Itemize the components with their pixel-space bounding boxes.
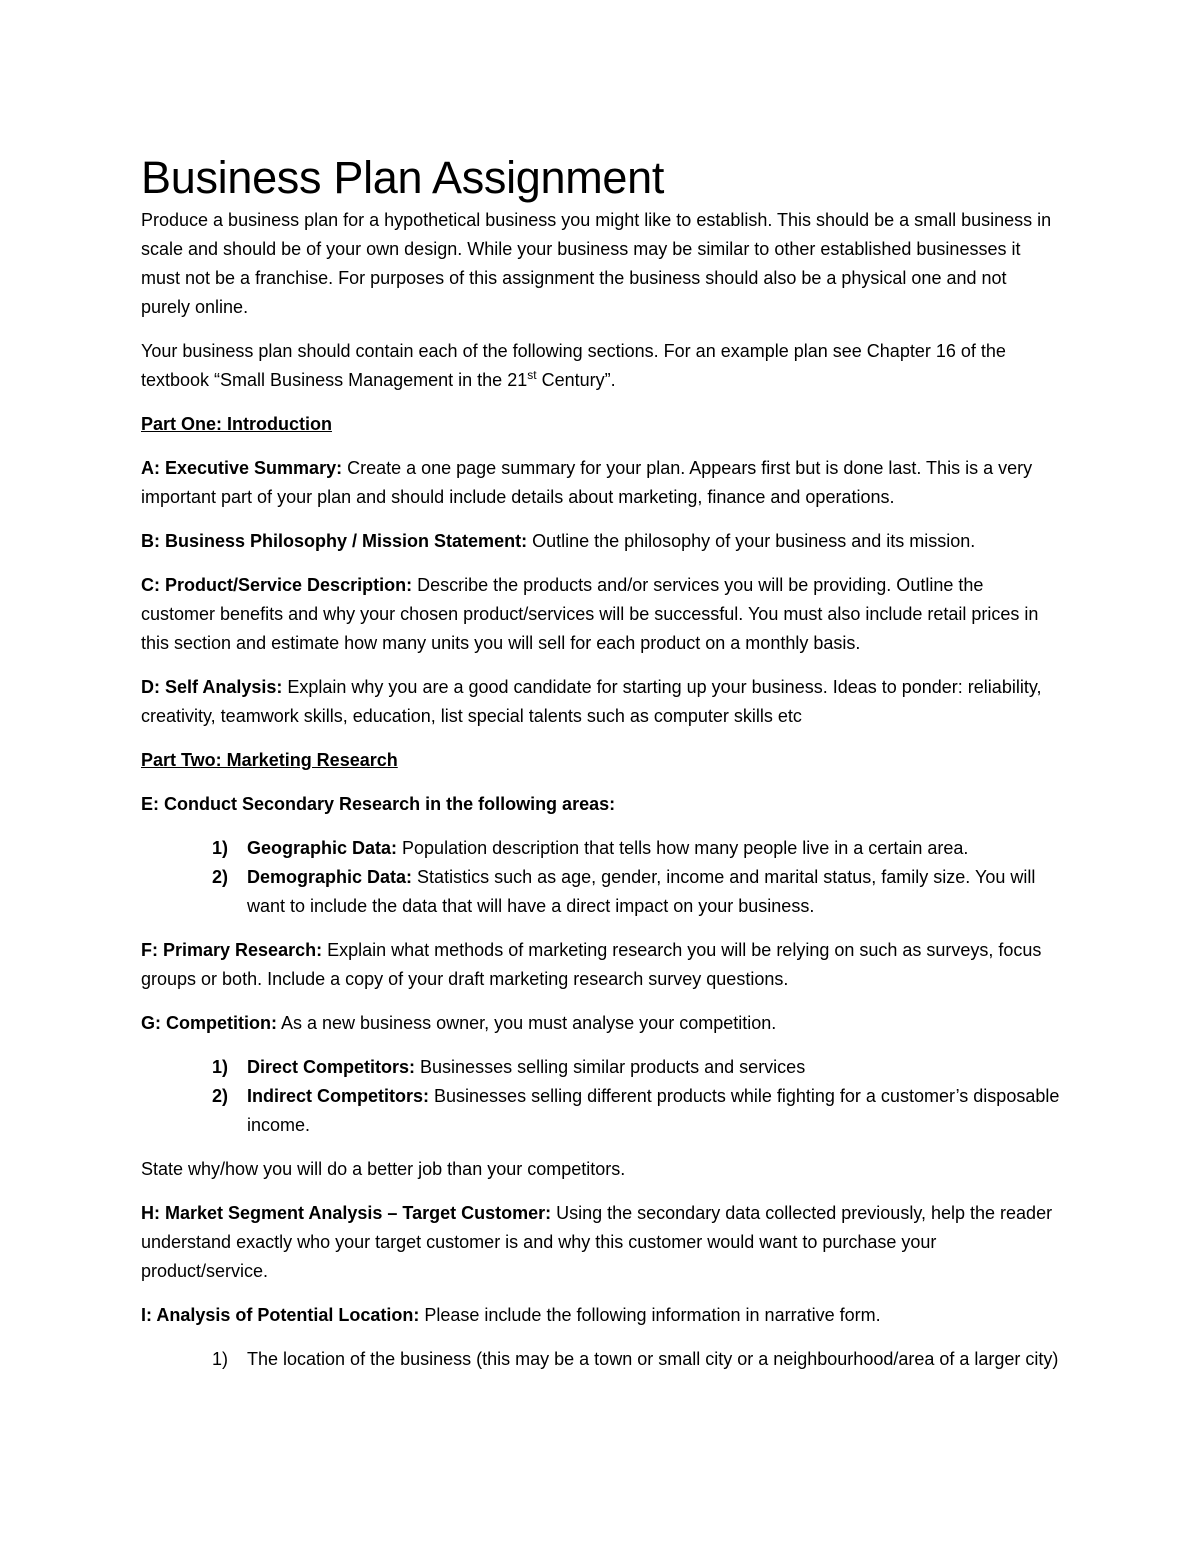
list-item: 1) Geographic Data: Population description that tells how many people live in a certain area.: [212, 838, 969, 858]
list-item: 1) The location of the business (this may be a town or small city or a neighbourhood/area of a larger city): [212, 1349, 1059, 1369]
section-f: F: Primary Research: Explain what methods of marketing research you will be relying on such as surveys, focus groups or both. Include a copy of your draft marketing research survey questions.: [141, 940, 1042, 989]
section-b: B: Business Philosophy / Mission Statement: Outline the philosophy of your business and its mission.: [141, 531, 976, 551]
section-d-label: D: Self Analysis:: [141, 677, 283, 697]
section-g: G: Competition: As a new business owner, you must analyse your competition.: [141, 1013, 777, 1033]
section-f-label: F: Primary Research:: [141, 940, 323, 960]
document-title: Business Plan Assignment: [141, 152, 665, 203]
section-g-label: G: Competition:: [141, 1013, 277, 1033]
section-h: H: Market Segment Analysis – Target Customer: Using the secondary data collected previously, help the reader understand exactly who your target customer is and why this customer would want to purchase your product/service.: [141, 1203, 1053, 1281]
section-i-label: I: Analysis of Potential Location:: [141, 1305, 420, 1325]
part-two-heading: Part Two: Marketing Research: [141, 750, 398, 770]
section-c-label: C: Product/Service Description:: [141, 575, 413, 595]
section-e-list: [141, 834, 1060, 921]
list-item: 2) Demographic Data: Statistics such as age, gender, income and marital status, family size. You will want to include the data that will have a direct impact on your business.: [212, 867, 1036, 916]
intro-paragraph: Produce a business plan for a hypothetical business you might like to establish. This should be a small business in scale and should be of your own design. While your business may be similar to other established businesses it must not be a franchise. For purposes of this assignment the business should also be a physical one and not purely online.: [141, 210, 1052, 317]
section-g-list: [141, 1053, 1060, 1140]
list-item: 1) Direct Competitors: Businesses selling similar products and services: [212, 1057, 806, 1077]
section-a-label: A: Executive Summary:: [141, 458, 343, 478]
section-b-label: B: Business Philosophy / Mission Statement:: [141, 531, 528, 551]
section-e-heading: E: Conduct Secondary Research in the following areas:: [141, 794, 616, 814]
list-item: 2) Indirect Competitors: Businesses selling different products while fighting for a customer’s disposable income.: [212, 1086, 1060, 1135]
section-h-label: H: Market Segment Analysis – Target Customer:: [141, 1203, 552, 1223]
section-a: A: Executive Summary: Create a one page summary for your plan. Appears first but is done last. This is a very important part of your plan and should include details about marketing, finance and operations.: [141, 458, 1033, 507]
section-i: I: Analysis of Potential Location: Please include the following information in narrative form.: [141, 1305, 881, 1325]
part-one-heading: Part One: Introduction: [141, 414, 332, 434]
section-d: D: Self Analysis: Explain why you are a good candidate for starting up your business. Ideas to ponder: reliability, creativity, teamwork skills, education, list special talents such as computer skills etc: [141, 677, 1042, 726]
section-c: C: Product/Service Description: Describe the products and/or services you will be providing. Outline the customer benefits and why your chosen product/services will be successful. You must also include retail prices in this section and estimate how many units you will sell for each product on a monthly basis.: [141, 575, 1039, 653]
section-i-list: [141, 1345, 1060, 1374]
intro-paragraph-textbook: Your business plan should contain each of the following sections. For an example plan see Chapter 16 of the textbook “Small Business Management in the 21st Century”.: [141, 341, 1006, 390]
section-g-conclusion: State why/how you will do a better job than your competitors.: [141, 1159, 626, 1179]
